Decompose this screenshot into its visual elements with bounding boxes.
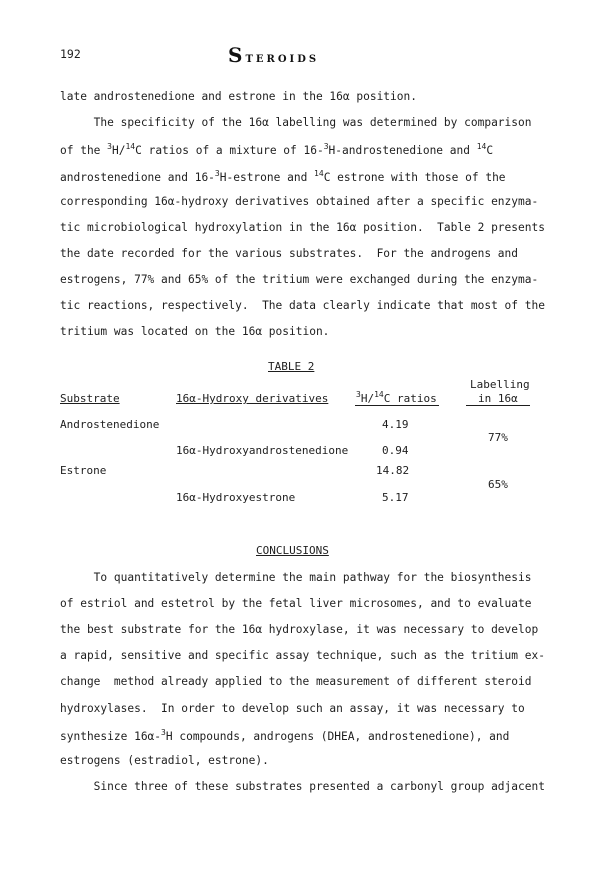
table-cell-labelling: 65%	[488, 478, 508, 491]
body-line: of estriol and estetrol by the fetal liver microsomes, and to evaluate	[60, 597, 532, 610]
body-line: To quantitatively determine the main pathway for the biosynthesis	[60, 571, 532, 584]
table-cell-substrate: Androstenedione	[60, 418, 160, 431]
column-header-labelling: Labelling	[470, 378, 530, 391]
body-line: tritium was located on the 16α position.	[60, 325, 330, 338]
body-line: tic reactions, respectively. The data clearly indicate that most of the	[60, 299, 545, 312]
body-line: corresponding 16α-hydroxy derivatives obtained after a specific enzyma-	[60, 195, 539, 208]
body-line: tic microbiological hydroxylation in the 16α position. Table 2 presents	[60, 221, 545, 234]
table-cell-substrate: Estrone	[60, 464, 107, 477]
table-cell-ratio: 4.19	[382, 418, 409, 431]
journal-title	[228, 43, 319, 67]
body-line: The specificity of the 16α labelling was determined by comparison	[60, 116, 532, 129]
body-line: the best substrate for the 16α hydroxylase, it was necessary to develop	[60, 623, 539, 636]
body-line: the date recorded for the various substrates. For the androgens and	[60, 247, 519, 260]
body-line: late androstenedione and estrone in the 16α position.	[60, 90, 417, 103]
section-title: CONCLUSIONS	[256, 544, 329, 557]
column-header-derivatives: 16α-Hydroxy derivatives	[176, 392, 329, 405]
body-line: estrogens (estradiol, estrone).	[60, 754, 269, 767]
column-header-ratios: $^3$H/$^{14}$C ratios	[356, 390, 437, 405]
column-header-ratios-underline	[355, 405, 439, 406]
table-cell-ratio: 0.94	[382, 444, 409, 457]
column-header-labelling-underline	[466, 405, 530, 406]
body-line: of the $^3$H/$^{14}$C ratios of a mixture of 16-$^3$H-androstenedione and $^{14}$C	[60, 142, 494, 157]
body-line: Since three of these substrates presented a carbonyl group adjacent	[60, 780, 545, 793]
page-number: 192	[60, 47, 81, 61]
table-cell-ratio: 5.17	[382, 491, 409, 504]
journal-title-initial: S	[228, 43, 246, 67]
table-cell-derivative: 16α-Hydroxyestrone	[176, 491, 296, 504]
table-cell-ratio: 14.82	[376, 464, 410, 477]
body-line: synthesize 16α-$^3$H compounds, androgens (DHEA, androstenedione), and	[60, 728, 510, 743]
body-line: estrogens, 77% and 65% of the tritium were exchanged during the enzyma-	[60, 273, 539, 286]
journal-title-rest: TEROIDS	[245, 54, 320, 65]
table-cell-derivative: 16α-Hydroxyandrostenedione	[176, 444, 349, 457]
body-line: a rapid, sensitive and specific assay technique, such as the tritium ex-	[60, 649, 545, 662]
body-line: hydroxylases. In order to develop such an assay, it was necessary to	[60, 702, 525, 715]
table-cell-labelling: 77%	[488, 431, 508, 444]
body-line: androstenedione and 16-$^3$H-estrone and $^{14}$C estrone with those of the	[60, 169, 506, 184]
table-title: TABLE 2	[268, 360, 315, 373]
column-header-substrate: Substrate	[60, 392, 120, 405]
column-header-labelling-2: in 16α	[478, 392, 518, 405]
body-line: change method already applied to the measurement of different steroid	[60, 675, 532, 688]
